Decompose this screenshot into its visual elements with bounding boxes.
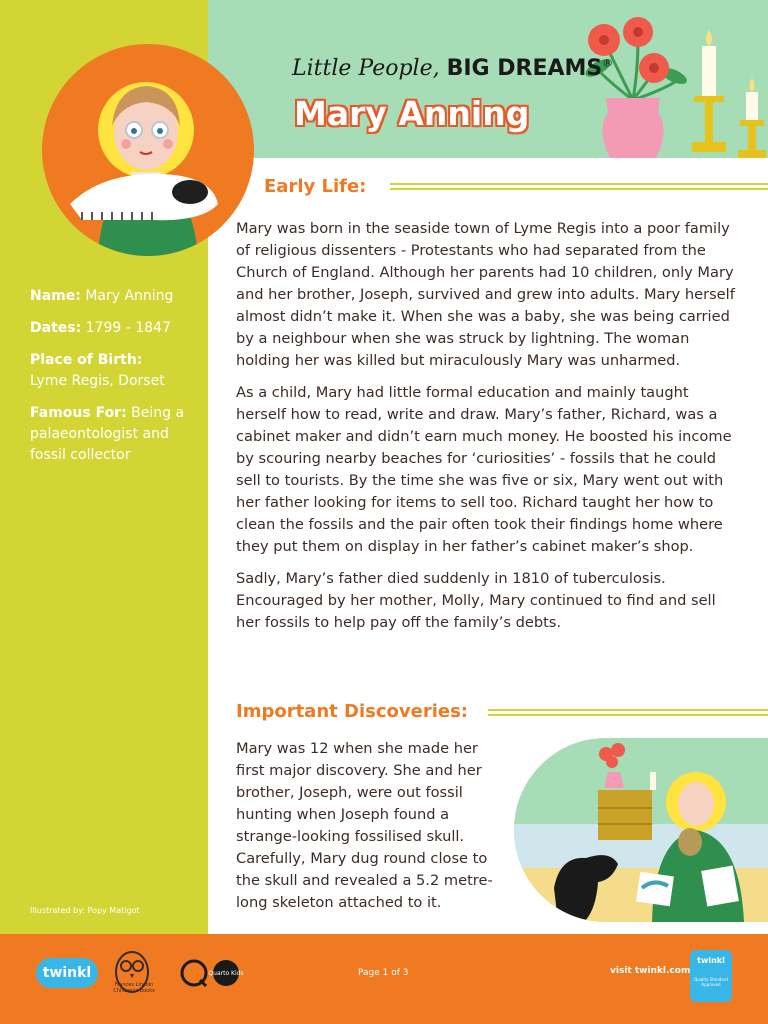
discoveries-text (236, 738, 504, 924)
badge-title: twinkl (697, 956, 725, 965)
paragraph: Mary was born in the seaside town of Lyme Regis into a poor family of religious dissenters - Protestants who had separated from the Church of England. Although her parents had 10 children, only Mary and her brother, Joseph, survived and grew into adults. Mary herself almost didn’t make it. When she was a baby, she was being carried by a neighbour when she was struck by lightning. The woman holding her was killed but miraculously Mary was unharmed. (236, 220, 735, 369)
quarto-logo-icon (180, 956, 244, 990)
fact-famous-for: Famous For: Being a palaeontologist and fossil collector (30, 405, 185, 463)
early-life-text (236, 218, 736, 644)
quality-badge (690, 950, 732, 1002)
publisher-name: Frances Lincoln Children's Books (113, 982, 155, 994)
mary-anning-portrait-illustration (42, 44, 254, 256)
twinkl-logo[interactable]: twinkl (36, 958, 98, 988)
page-number: Page 1 of 3 (358, 968, 409, 978)
visit-link[interactable]: visit twinkl.com (610, 966, 691, 976)
fact-name: Name: Mary Anning (30, 288, 174, 304)
page-title: Mary Anning (294, 94, 530, 133)
illustrator-credit: Illustrated by: Popy Matigot (30, 906, 140, 915)
paragraph: Mary was 12 when she made her first major discovery. She and her brother, Joseph, were out fossil hunting when Joseph found a strange-looking fossilised skull. Carefully, Mary dug round close to the skull and revealed a 5.2 metre-long skeleton attached to it. (236, 740, 493, 911)
badge-subtitle: Quality Standard Approved (694, 977, 728, 987)
series-title: Little People, BIG DREAMS® (292, 56, 614, 81)
heading-divider (488, 709, 768, 716)
heading-divider (390, 183, 768, 190)
footer (0, 934, 768, 1024)
section-heading-discoveries: Important Discoveries: (236, 701, 468, 722)
fact-dates: Dates: 1799 - 1847 (30, 320, 171, 336)
scene-illustration (514, 738, 768, 922)
quarto-text: Quarto Kids (208, 970, 244, 977)
paragraph: As a child, Mary had little formal education and mainly taught herself how to read, write and draw. Mary’s father, Richard, was a cabinet maker and didn’t earn much money. He boosted his income by scouring nearby beaches for ‘curiosities’ - fossils that he could sell to tourists. By the time she was five or six, Mary went out with her father looking for items to sell too. Richard taught her how to clean the fossils and the pair often took their findings home where they put them on display in her father’s cabinet maker’s shop. (236, 384, 732, 555)
paragraph: Sadly, Mary’s father died suddenly in 1810 of tuberculosis. Encouraged by her mother, Molly, Mary continued to find and sell her fossils to help pay off the family’s debts. (236, 570, 716, 631)
fact-list (30, 286, 200, 477)
section-heading-early-life: Early Life: (264, 176, 367, 197)
owl-logo-icon (108, 948, 156, 1004)
header-banner (208, 0, 768, 158)
fossil-desk-scene-illustration (514, 738, 768, 922)
fact-birthplace: Place of Birth: Lyme Regis, Dorset (30, 352, 165, 389)
portrait-circle (42, 44, 254, 256)
